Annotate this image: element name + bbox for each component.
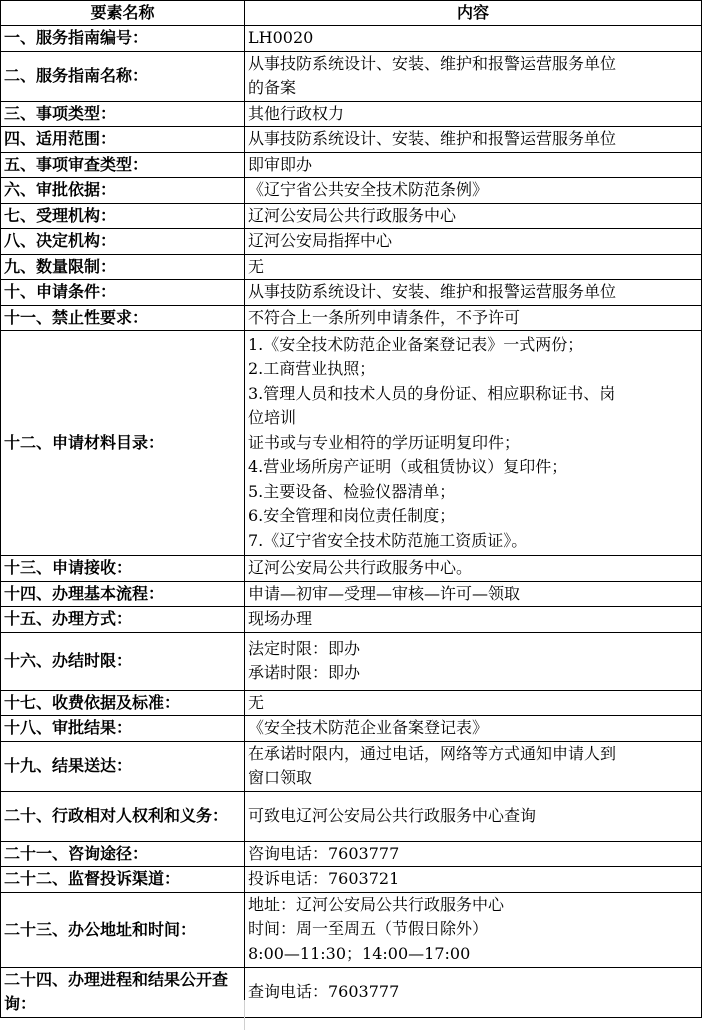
row-value: 《辽宁省公共安全技术防范条例》 <box>245 178 702 204</box>
row-value: 其他行政权力 <box>245 101 702 127</box>
row-label: 四、适用范围： <box>1 127 245 153</box>
table-row <box>1 556 702 582</box>
row-value: 无 <box>245 690 702 716</box>
row-label: 二、服务指南名称： <box>1 51 245 101</box>
row-label: 十、申请条件： <box>1 280 245 306</box>
row-value: 辽河公安局公共行政服务中心。 <box>245 556 702 582</box>
table-row <box>1 716 702 742</box>
table-row <box>1 305 702 331</box>
row-value: 《安全技术防范企业备案登记表》 <box>245 716 702 742</box>
row-label: 十一、禁止性要求： <box>1 305 245 331</box>
table-row <box>1 867 702 893</box>
table-row <box>1 690 702 716</box>
row-label: 二十、行政相对人权利和义务： <box>1 791 245 841</box>
row-label: 二十一、咨询途径： <box>1 841 245 867</box>
row-value: 1.《安全技术防范企业备案登记表》一式两份； 2.工商营业执照； 3.管理人员和技术人员的身份证、相应职称证书、岗 位培训 证书或与专业相符的学历证明复印件； 4.营业场所房产证明（或租赁协议）复印件； 5.主要设备、检验仪器清单； 6.安全管理和岗位责任制度； 7.《辽宁省安全技术防范施工资质证》。 <box>245 331 702 556</box>
row-value: 投诉电话：7603721 <box>245 867 702 893</box>
row-value: 查询电话：7603777 <box>245 967 702 1017</box>
row-value: 辽河公安局公共行政服务中心 <box>245 203 702 229</box>
table-row <box>1 229 702 255</box>
table-header-row <box>1 1 702 26</box>
row-value: 无 <box>245 254 702 280</box>
row-label: 八、决定机构： <box>1 229 245 255</box>
row-value: 现场办理 <box>245 607 702 633</box>
row-label: 六、审批依据： <box>1 178 245 204</box>
row-label: 二十三、办公地址和时间： <box>1 892 245 967</box>
row-label: 十二、申请材料目录： <box>1 331 245 556</box>
row-value: 从事技防系统设计、安装、维护和报警运营服务单位 <box>245 280 702 306</box>
row-label: 十四、办理基本流程： <box>1 581 245 607</box>
table-row <box>1 178 702 204</box>
row-label: 十七、收费依据及标准： <box>1 690 245 716</box>
row-value: 辽河公安局指挥中心 <box>245 229 702 255</box>
table-row <box>1 26 702 52</box>
row-value: 法定时限：即办 承诺时限：即办 <box>245 632 702 690</box>
table-row <box>1 203 702 229</box>
row-value: 申请—初审—受理—审核—许可—领取 <box>245 581 702 607</box>
table-row <box>1 892 702 967</box>
table-row <box>1 632 702 690</box>
row-value: 咨询电话：7603777 <box>245 841 702 867</box>
row-label: 十六、办结时限： <box>1 632 245 690</box>
row-value: 在承诺时限内，通过电话，网络等方式通知申请人到 窗口领取 <box>245 741 702 791</box>
table-row <box>1 331 702 556</box>
table-row <box>1 51 702 101</box>
row-value: 即审即办 <box>245 152 702 178</box>
row-value: 可致电辽河公安局公共行政服务中心查询 <box>245 791 702 841</box>
table-row <box>1 254 702 280</box>
row-label: 十八、审批结果： <box>1 716 245 742</box>
row-label: 十五、办理方式： <box>1 607 245 633</box>
row-label: 十九、结果送达： <box>1 741 245 791</box>
header-content: 内容 <box>245 1 702 26</box>
row-label: 十三、申请接收： <box>1 556 245 582</box>
gridline <box>244 1000 245 1030</box>
table-row <box>1 101 702 127</box>
row-label: 三、事项类型： <box>1 101 245 127</box>
row-label: 二十四、办理进程和结果公开查询： <box>1 967 245 1017</box>
row-label: 五、事项审查类型： <box>1 152 245 178</box>
table-row <box>1 607 702 633</box>
table-row <box>1 841 702 867</box>
row-label: 一、服务指南编号： <box>1 26 245 52</box>
table-row <box>1 581 702 607</box>
table-row <box>1 791 702 841</box>
table-row <box>1 280 702 306</box>
table-row <box>1 741 702 791</box>
row-label: 二十二、监督投诉渠道： <box>1 867 245 893</box>
row-label: 九、数量限制： <box>1 254 245 280</box>
table-row <box>1 152 702 178</box>
table-row <box>1 127 702 153</box>
sheet-gridlines <box>0 1000 701 1030</box>
row-value: 从事技防系统设计、安装、维护和报警运营服务单位 <box>245 127 702 153</box>
row-value: 地址：辽河公安局公共行政服务中心 时间：周一至周五（节假日除外） 8:00—11:30；14:00—17:00 <box>245 892 702 967</box>
row-value: 从事技防系统设计、安装、维护和报警运营服务单位 的备案 <box>245 51 702 101</box>
header-element-name: 要素名称 <box>1 1 245 26</box>
row-label: 七、受理机构： <box>1 203 245 229</box>
row-value: LH0020 <box>245 26 702 52</box>
row-value: 不符合上一条所列申请条件，不予许可 <box>245 305 702 331</box>
